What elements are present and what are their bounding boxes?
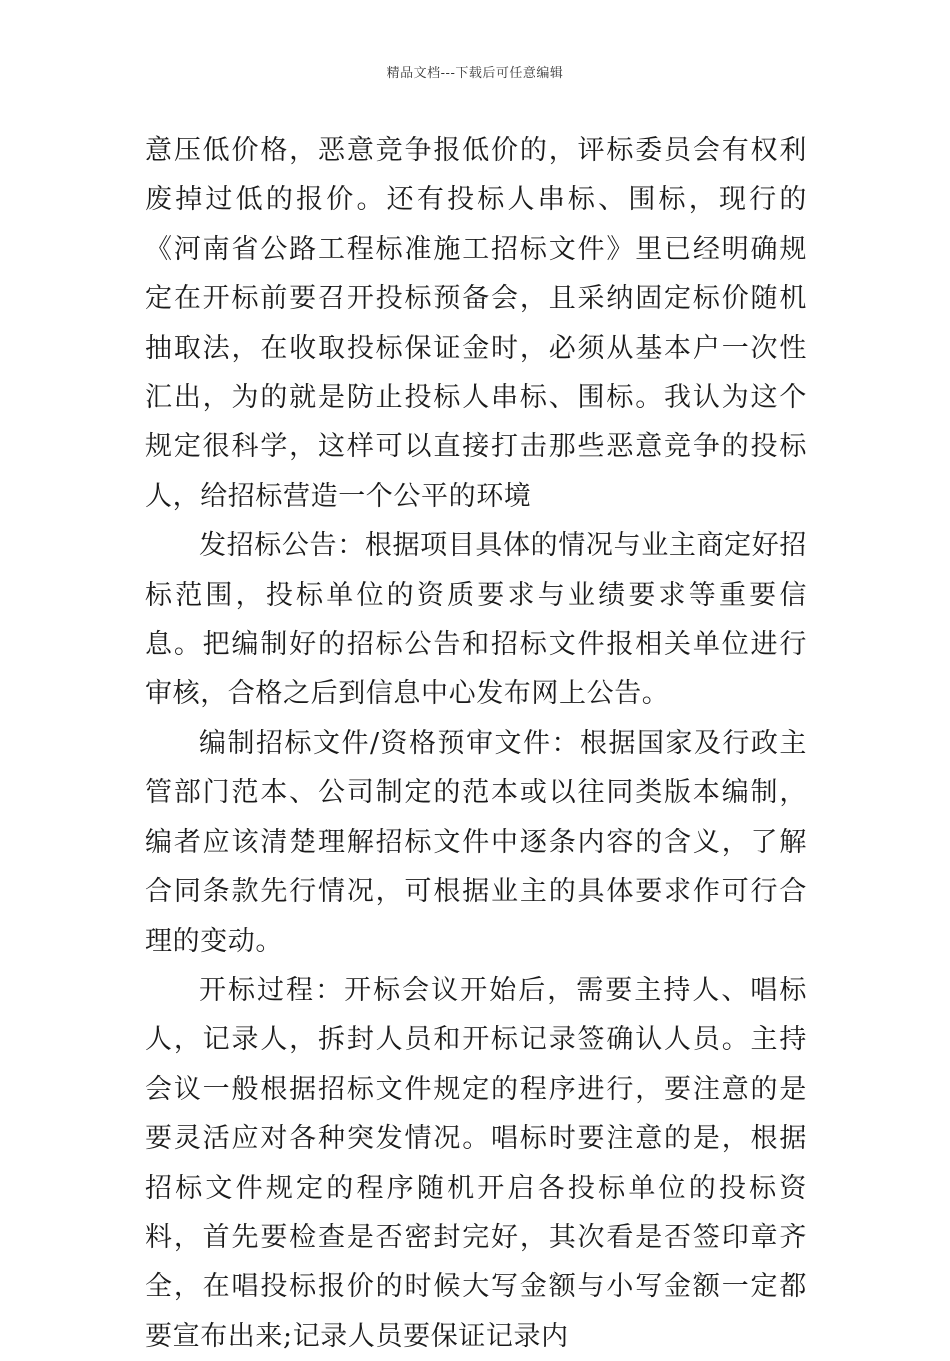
paragraph-continuation: 意压低价格，恶意竞争报低价的，评标委员会有权利废掉过低的报价。还有投标人串标、围标，现行的《河南省公路工程标准施工招标文件》里已经明确规定在开标前要召开投标预备会，且采纳固定标价随机抽取法，在收取投标保证金时，必须从基本户一次性汇出，为的就是防止投标人串标、围标。我认为这个规定很科学，这样可以直接打击那些恶意竞争的投标人，给招标营造一个公平的环境 [145,135,807,512]
paragraph-bid-opening: 开标过程：开标会议开始后，需要主持人、唱标人，记录人，拆封人员和开标记录签确认人员。主持会议一般根据招标文件规定的程序进行，要注意的是要灵活应对各种突发情况。唱标时要注意的是，根据招标文件规定的程序随机开启各投标单位的投标资料，首先要检查是否密封完好，其次看是否签印章齐全，在唱投标报价的时候大写金额与小写金额一定都要宣布出来;记录人员要保证记录内 [145,974,807,1352]
page-header: 精品文档---下载后可任意编辑 [386,66,564,81]
paragraph-tender-documents: 编制招标文件/资格预审文件：根据国家及行政主管部门范本、公司制定的范本或以往同类版本编制，编者应该清楚理解招标文件中逐条内容的含义，了解合同条款先行情况，可根据业主的具体要求作可行合理的变动。 [145,727,807,957]
paragraph-tender-announcement: 发招标公告：根据项目具体的情况与业主商定好招标范围，投标单位的资质要求与业绩要求等重要信息。把编制好的招标公告和招标文件报相关单位进行审核，合格之后到信息中心发布网上公告。 [145,530,807,710]
document-body [145,126,807,1361]
